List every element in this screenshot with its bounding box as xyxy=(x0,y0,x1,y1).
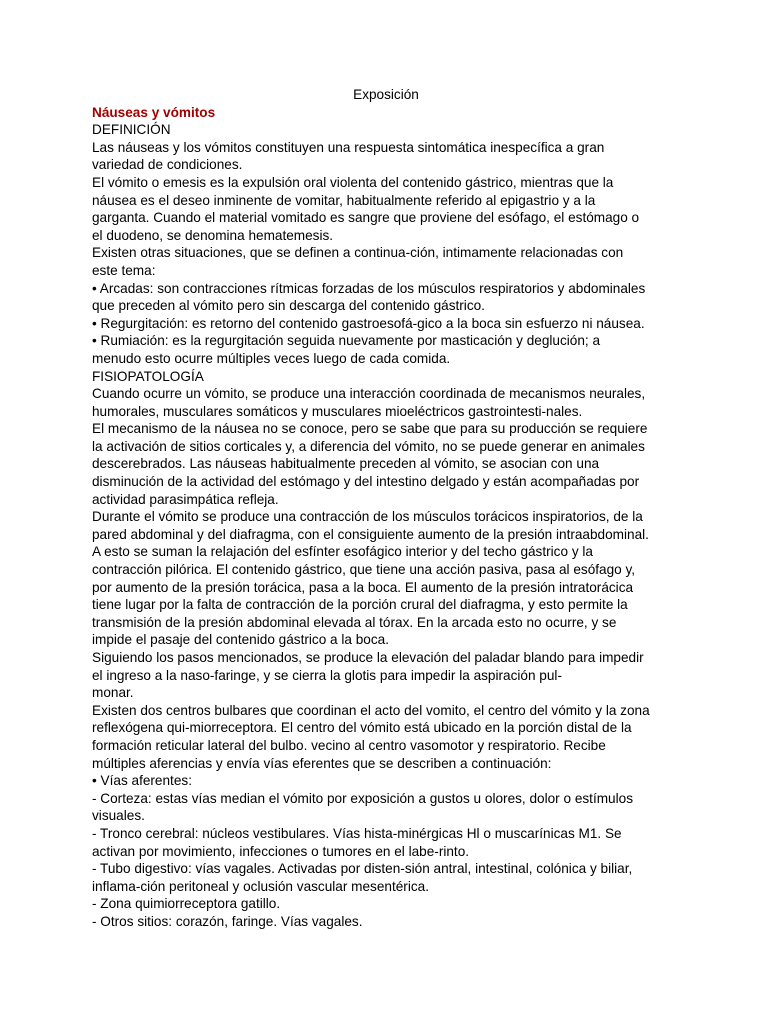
text-line: inflama-ción peritoneal y oclusión vascular mesentérica. xyxy=(92,878,429,894)
text-line: Las náuseas y los vómitos constituyen una respuesta sintomática inespecífica a gran xyxy=(92,139,605,155)
text-line: visuales. xyxy=(92,808,145,824)
text-line: el duodeno, se denomina hematemesis. xyxy=(92,227,334,243)
text-line: A esto se suman la relajación del esfínter esofágico interior y del techo gástrico y la xyxy=(92,544,593,560)
text-line: pared abdominal y del diafragma, con el consiguiente aumento de la presión intraabdominal. xyxy=(92,526,649,542)
text-line: reflexógena qui-miorreceptora. El centro del vómito está ubicado en la porción distal de la xyxy=(92,720,632,736)
text-line: Existen otras situaciones, que se definen a continua-ción, intimamente relacionadas con xyxy=(92,245,624,261)
text-line: Durante el vómito se produce una contracción de los músculos torácicos inspiratorios, de la xyxy=(92,509,643,525)
section-title: Náuseas y vómitos xyxy=(92,104,216,120)
text-line: - Corteza: estas vías median el vómito por exposición a gustos u olores, dolor o estímulos xyxy=(92,790,633,806)
text-line: transmisión de la presión abdominal elevada al tórax. En la arcada esto no ocurre, y se xyxy=(92,614,617,630)
text-line: descerebrados. Las náuseas habitualmente preceden al vómito, se asocian con una xyxy=(92,456,600,472)
text-line: formación reticular lateral del bulbo. vecino al centro vasomotor y respiratorio. Recibe xyxy=(92,737,606,753)
text-line: actividad parasimpática refleja. xyxy=(92,491,279,507)
text-line: garganta. Cuando el material vomitado es sangre que proviene del esófago, el estómago o xyxy=(92,210,640,226)
document-body xyxy=(92,121,680,930)
text-line: la activación de sitios corticales y, a diferencia del vómito, no se puede generar en animales xyxy=(92,438,645,454)
text-line: el ingreso a la naso-faringe, y se cierra la glotis para impedir la aspiración pul- xyxy=(92,667,562,683)
text-line: menudo esto ocurre múltiples veces luego de cada comida. xyxy=(92,350,451,366)
text-line: variedad de condiciones. xyxy=(92,157,243,173)
text-line: náusea es el deseo inminente de vomitar, habitualmente referido al epigastrio y a la xyxy=(92,192,596,208)
text-line: por aumento de la presión torácica, pasa a la boca. El aumento de la presión intratorácica xyxy=(92,579,634,595)
text-line: que preceden al vómito pero sin descarga del contenido gástrico. xyxy=(92,298,485,314)
text-line: • Regurgitación: es retorno del contenido gastroesofá-gico a la boca sin esfuerzo ni náusea. xyxy=(92,315,645,331)
text-line: • Vías aferentes: xyxy=(92,773,192,789)
text-line: humorales, musculares somáticos y musculares mioeléctricos gastrointesti-nales. xyxy=(92,403,583,419)
text-line: Existen dos centros bulbares que coordinan el acto del vomito, el centro del vómito y la zona xyxy=(92,702,650,718)
text-line: DEFINICIÓN xyxy=(92,122,171,138)
document-title: Exposición xyxy=(353,87,419,102)
text-line: activan por movimiento, infecciones o tumores en el labe-rinto. xyxy=(92,843,470,859)
text-line: monar. xyxy=(92,685,134,701)
text-line: múltiples aferencias y envía vías eferentes que se describen a continuación: xyxy=(92,755,552,771)
text-line: Siguiendo los pasos mencionados, se produce la elevación del paladar blando para impedir xyxy=(92,650,644,665)
text-line: El mecanismo de la náusea no se conoce, pero se sabe que para su producción se requiere xyxy=(92,421,648,437)
text-line: - Otros sitios: corazón, faringe. Vías vagales. xyxy=(92,913,363,929)
text-line: • Rumiación: es la regurgitación seguida nuevamente por masticación y deglución; a xyxy=(92,333,601,349)
text-line: - Tubo digestivo: vías vagales. Activadas por disten-sión antral, intestinal, colónica y biliar, xyxy=(92,861,633,877)
text-line: FISIOPATOLOGÍA xyxy=(92,368,204,384)
text-line: El vómito o emesis es la expulsión oral violenta del contenido gástrico, mientras que la xyxy=(92,174,614,190)
text-line: • Arcadas: son contracciones rítmicas forzadas de los músculos respiratorios y abdominales xyxy=(92,280,646,296)
text-line: tiene lugar por la falta de contracción de la porción crural del diafragma, y esto permite la xyxy=(92,597,628,613)
text-line: - Tronco cerebral: núcleos vestibulares. Vías hista-minérgicas Hl o muscarínicas M1. Se xyxy=(92,825,622,841)
text-line: este tema: xyxy=(92,262,156,278)
text-line: disminución de la actividad del estómago y del intestino delgado y están acompañadas por xyxy=(92,474,640,490)
text-line: impide el pasaje del contenido gástrico a la boca. xyxy=(92,632,389,648)
text-line: Cuando ocurre un vómito, se produce una interacción coordinada de mecanismos neurales, xyxy=(92,386,646,402)
text-line: contracción pilórica. El contenido gástrico, que tiene una acción pasiva, pasa al esófago y, xyxy=(92,562,636,578)
text-line: - Zona quimiorreceptora gatillo. xyxy=(92,896,281,912)
